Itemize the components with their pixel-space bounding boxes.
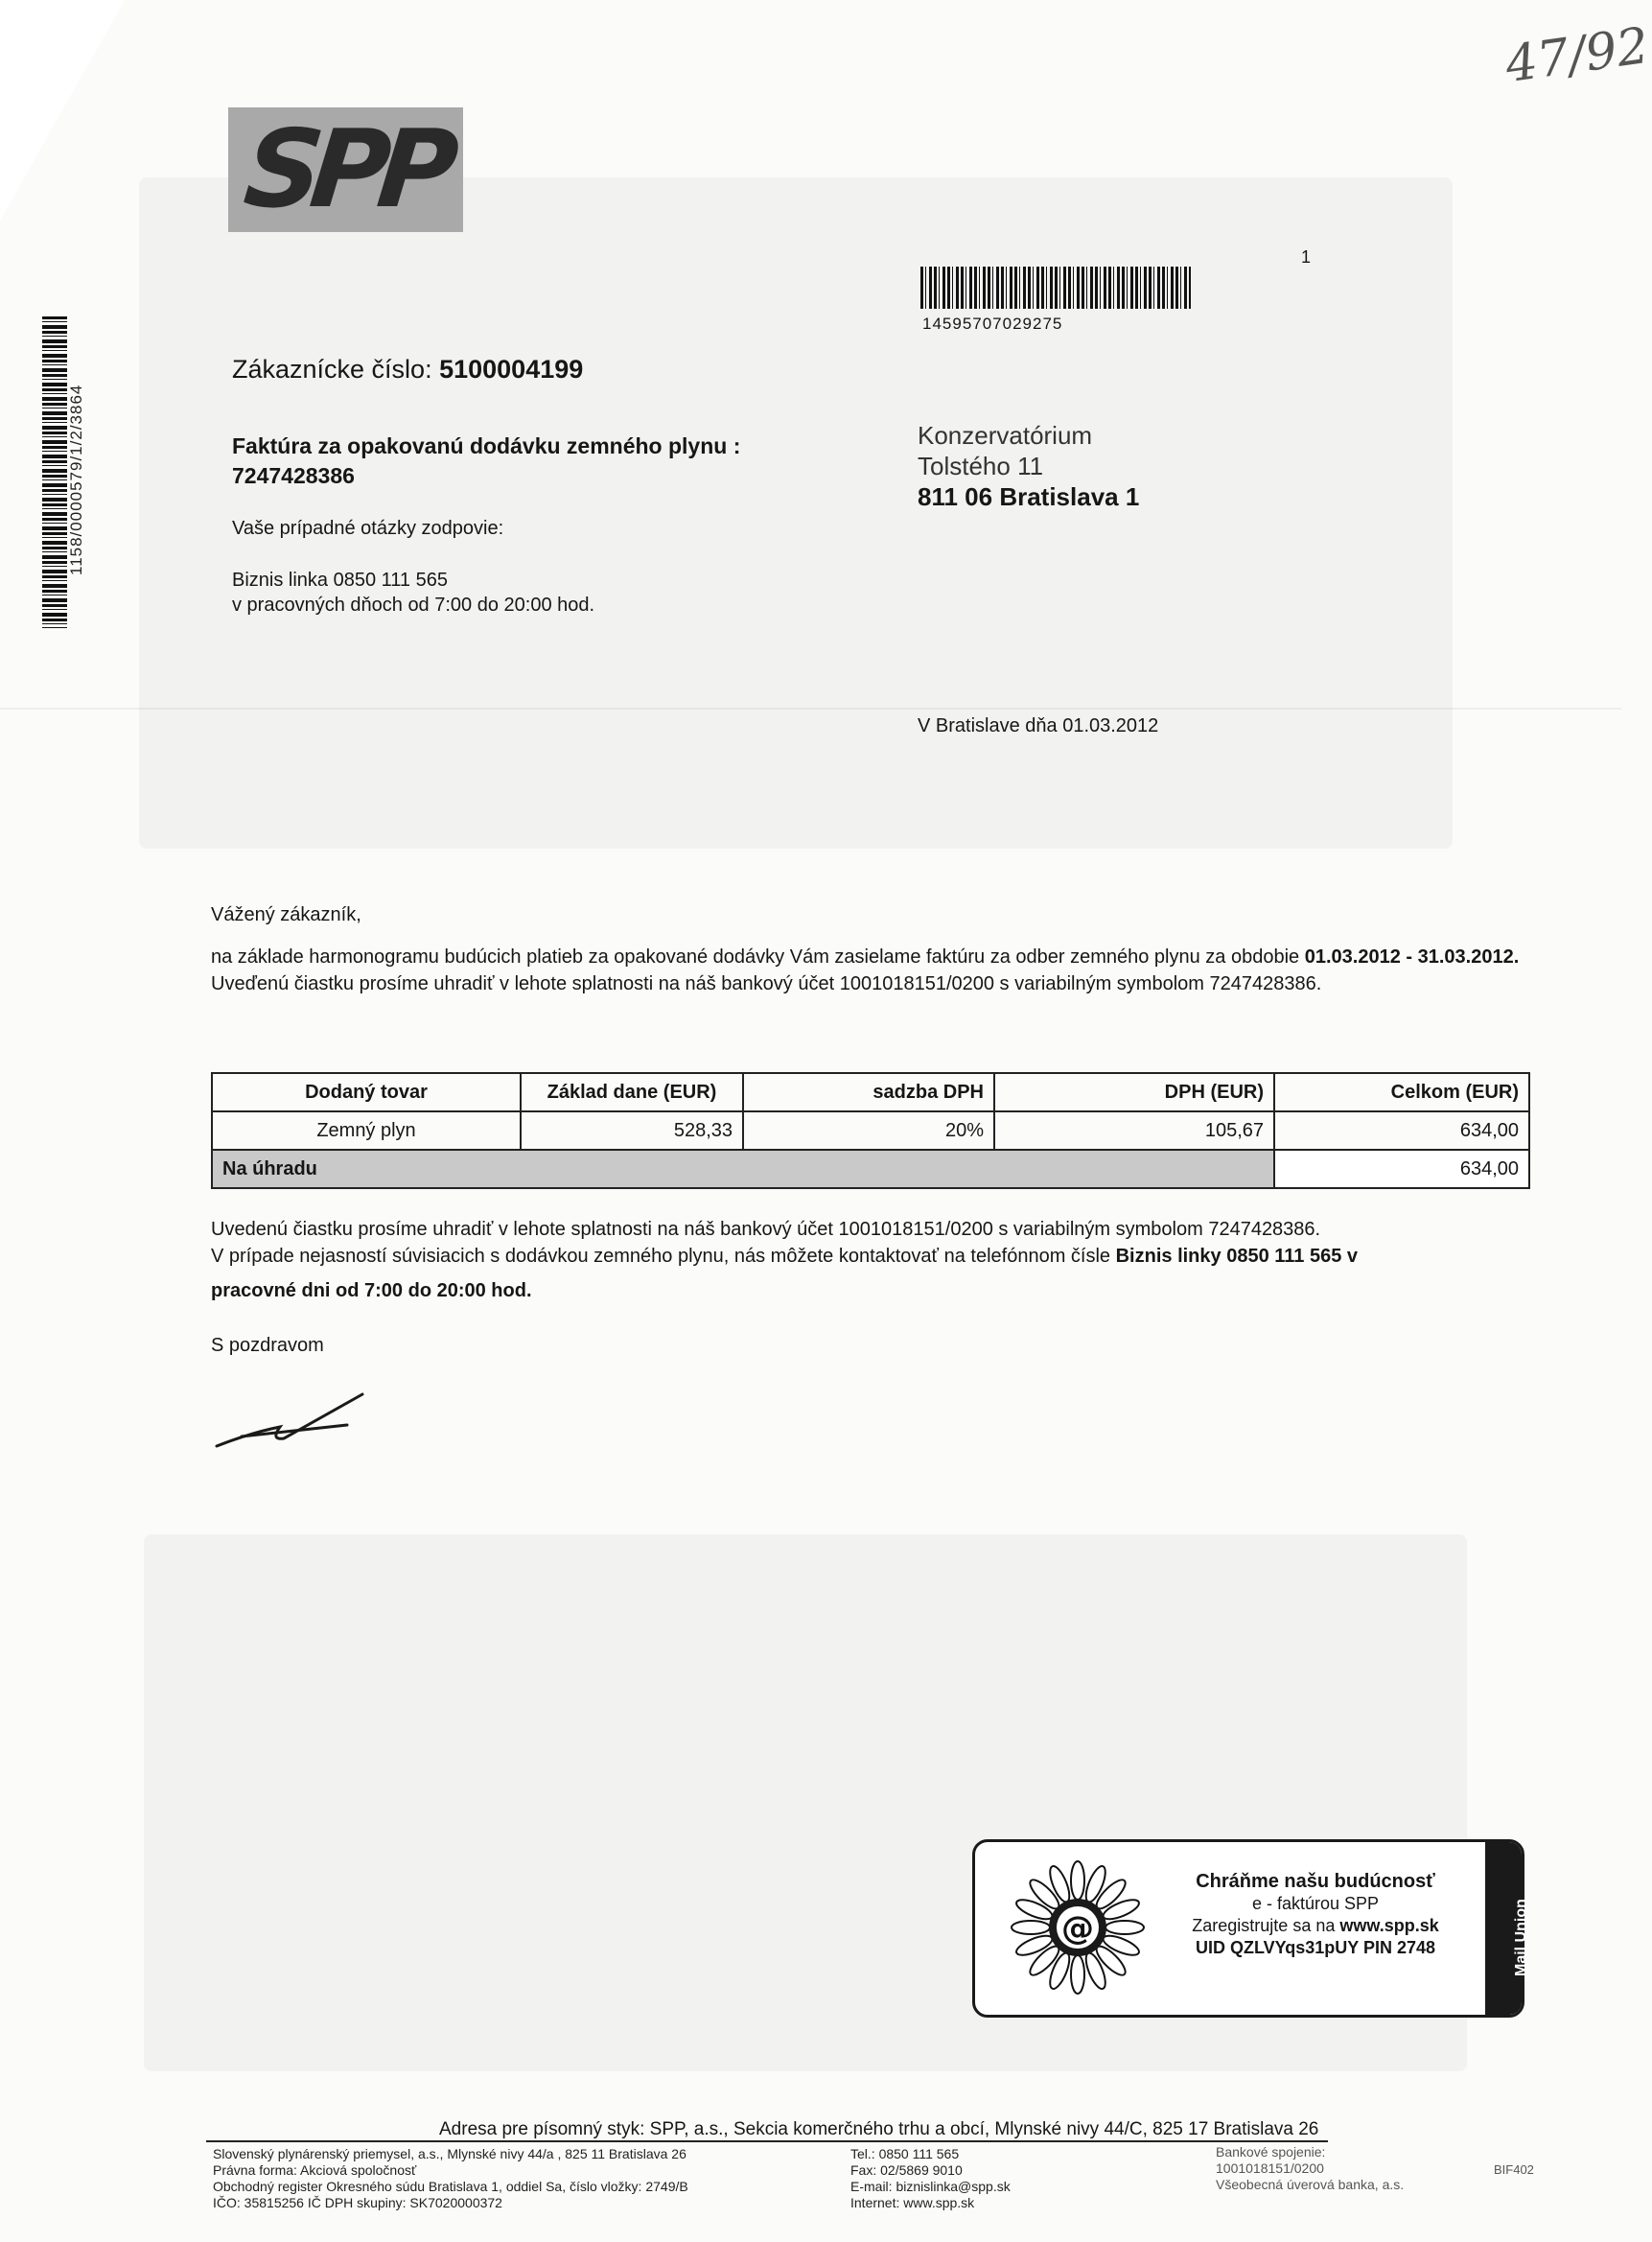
payment-paragraph — [211, 1216, 1534, 1304]
show-through-block — [139, 177, 1453, 849]
letter-date: V Bratislave dňa 01.03.2012 — [918, 715, 1159, 736]
folded-corner — [0, 0, 125, 221]
promo-link: www.spp.sk — [1339, 1916, 1439, 1935]
contact-line1: Biznis linka 0850 111 565 — [232, 570, 448, 591]
table-cell-vat: 105,67 — [994, 1111, 1274, 1150]
footer-contact-line: E-mail: biznislinka@spp.sk — [850, 2179, 1011, 2194]
footer-bank-line: 1001018151/0200 — [1216, 2160, 1324, 2176]
signature — [213, 1389, 376, 1456]
barcode-number: 14595707029275 — [922, 315, 1063, 333]
greeting: Vážený zákazník, — [211, 904, 361, 925]
form-code: BIF402 — [1494, 2162, 1534, 2177]
intro-period-end: . — [1513, 946, 1520, 968]
contact-line2: v pracovných dňoch od 7:00 do 20:00 hod. — [232, 595, 595, 616]
footer-bank — [1216, 2144, 1404, 2193]
footer-contact-line: Tel.: 0850 111 565 — [850, 2146, 960, 2161]
footer-company-line: IČO: 35815256 IČ DPH skupiny: SK7020000372 — [213, 2195, 502, 2210]
promo-text — [1157, 1871, 1474, 1959]
closing: S pozdravom — [211, 1335, 324, 1356]
customer-number-value: 5100004199 — [439, 355, 584, 384]
footer-divider — [206, 2140, 1328, 2142]
intro-paragraph — [211, 944, 1534, 997]
spp-logo — [228, 107, 463, 232]
invoice-number: 7247428386 — [232, 463, 355, 488]
table-cell-base: 528,33 — [521, 1111, 743, 1150]
table-header: Celkom (EUR) — [1274, 1073, 1529, 1111]
mail-union-badge — [1485, 1842, 1529, 2015]
contact-hours — [232, 568, 594, 618]
table-cell-vat-rate: 20% — [743, 1111, 994, 1150]
footer-bank-line: Všeobecná úverová banka, a.s. — [1216, 2177, 1405, 2192]
table-cell-product: Zemný plyn — [212, 1111, 521, 1150]
intro-line2: Uveďenú čiastku prosíme uhradiť v lehote splatnosti na náš bankový účet 1001018151/0200 s variabilným symbolom 7247428386. — [211, 973, 1322, 994]
page-number: 1 — [1301, 247, 1312, 267]
payment-line1: Uvedenú čiastku prosíme uhradiť v lehote splatnosti na náš bankový účet 1001018151/0200 s variabilným symbolom 7247428386. — [211, 1219, 1321, 1240]
invoice-table — [211, 1072, 1530, 1189]
hotline-hours: pracovné dni od 7:00 do 20:00 hod. — [211, 1280, 532, 1301]
billing-period: 01.03.2012 - 31.03.2012 — [1304, 946, 1514, 968]
table-row — [212, 1111, 1529, 1150]
hotline-number: Biznis linky 0850 111 565 v — [1115, 1246, 1359, 1267]
customer-number — [232, 355, 583, 385]
payment-line3 — [211, 1277, 1534, 1304]
table-header: Základ dane (EUR) — [521, 1073, 743, 1111]
side-barcode-number: 1158/0000579/1/2/3864 — [67, 384, 85, 575]
table-header-row — [212, 1073, 1529, 1111]
table-total-row — [212, 1150, 1529, 1188]
total-label: Na úhradu — [212, 1150, 1274, 1188]
recipient-city: 811 06 Bratislava 1 — [918, 482, 1140, 511]
customer-number-label: Zákaznícke číslo: — [232, 355, 432, 384]
side-barcode — [42, 316, 67, 628]
invoice-title-line1: Faktúra za opakovanú dodávku zemného plynu : — [232, 433, 741, 458]
promo-credentials — [1157, 1937, 1474, 1959]
intro-line1 — [211, 944, 1534, 970]
total-value: 634,00 — [1274, 1150, 1529, 1188]
footer-address: Adresa pre písomný styk: SPP, a.s., Sekcia komerčného trhu a obcí, Mlynské nivy 44/C, 825 17 Bratislava 26 — [439, 2119, 1319, 2139]
handwritten-note: 47/92 — [1501, 16, 1652, 95]
table-header: DPH (EUR) — [994, 1073, 1274, 1111]
footer-company-line: Právna forma: Akciová spoločnosť — [213, 2162, 417, 2178]
at-sign-icon: @ — [1061, 1909, 1094, 1948]
footer-company-line: Obchodný register Okresného súdu Bratislava 1, oddiel Sa, číslo vložky: 2749/B — [213, 2179, 688, 2194]
promo-heading: Chráňme našu budúcnosť — [1196, 1871, 1435, 1892]
contact-questions: Vaše prípadné otázky zodpovie: — [232, 518, 504, 539]
e-invoice-promo — [972, 1839, 1529, 2018]
mail-union-text: Mail Union — [1513, 1899, 1529, 1976]
promo-line2: e - faktúrou SPP — [1251, 1894, 1380, 1913]
payment-line2-text: V prípade nejasností súvisiacich s dodávkou zemného plynu, nás môžete kontaktovať na telefónnom čísle — [211, 1246, 1116, 1267]
footer-bank-line: Bankové spojenie: — [1216, 2144, 1326, 2160]
recipient-address — [918, 420, 1139, 512]
sunflower-icon — [1010, 1859, 1146, 1996]
promo-line3 — [1157, 1915, 1474, 1937]
table-header: sadzba DPH — [743, 1073, 994, 1111]
table-header: Dodaný tovar — [212, 1073, 521, 1111]
intro-text: na základe harmonogramu budúcich platieb za opakované dodávky Vám zasielame faktúru za odber zemného plynu za obdobie — [211, 946, 1305, 968]
payment-line2 — [211, 1243, 1534, 1270]
table-cell-total: 634,00 — [1274, 1111, 1529, 1150]
footer-contacts — [850, 2146, 1011, 2211]
recipient-name: Konzervatórium — [918, 421, 1093, 450]
footer-contact-line: Internet: www.spp.sk — [850, 2195, 975, 2210]
logo-text: SPP — [239, 107, 453, 232]
barcode — [920, 267, 1191, 309]
footer-contact-line: Fax: 02/5869 9010 — [850, 2162, 963, 2178]
footer-company-line: Slovenský plynárenský priemysel, a.s., Mlynské nivy 44/a , 825 11 Bratislava 26 — [213, 2146, 686, 2161]
promo-uid-pin: UID QZLVYqs31pUY PIN 2748 — [1195, 1938, 1436, 1957]
footer-company-info — [213, 2146, 688, 2211]
promo-register-text: Zaregistrujte sa na — [1192, 1916, 1340, 1935]
recipient-street: Tolstého 11 — [918, 452, 1044, 480]
invoice-title — [232, 432, 740, 491]
